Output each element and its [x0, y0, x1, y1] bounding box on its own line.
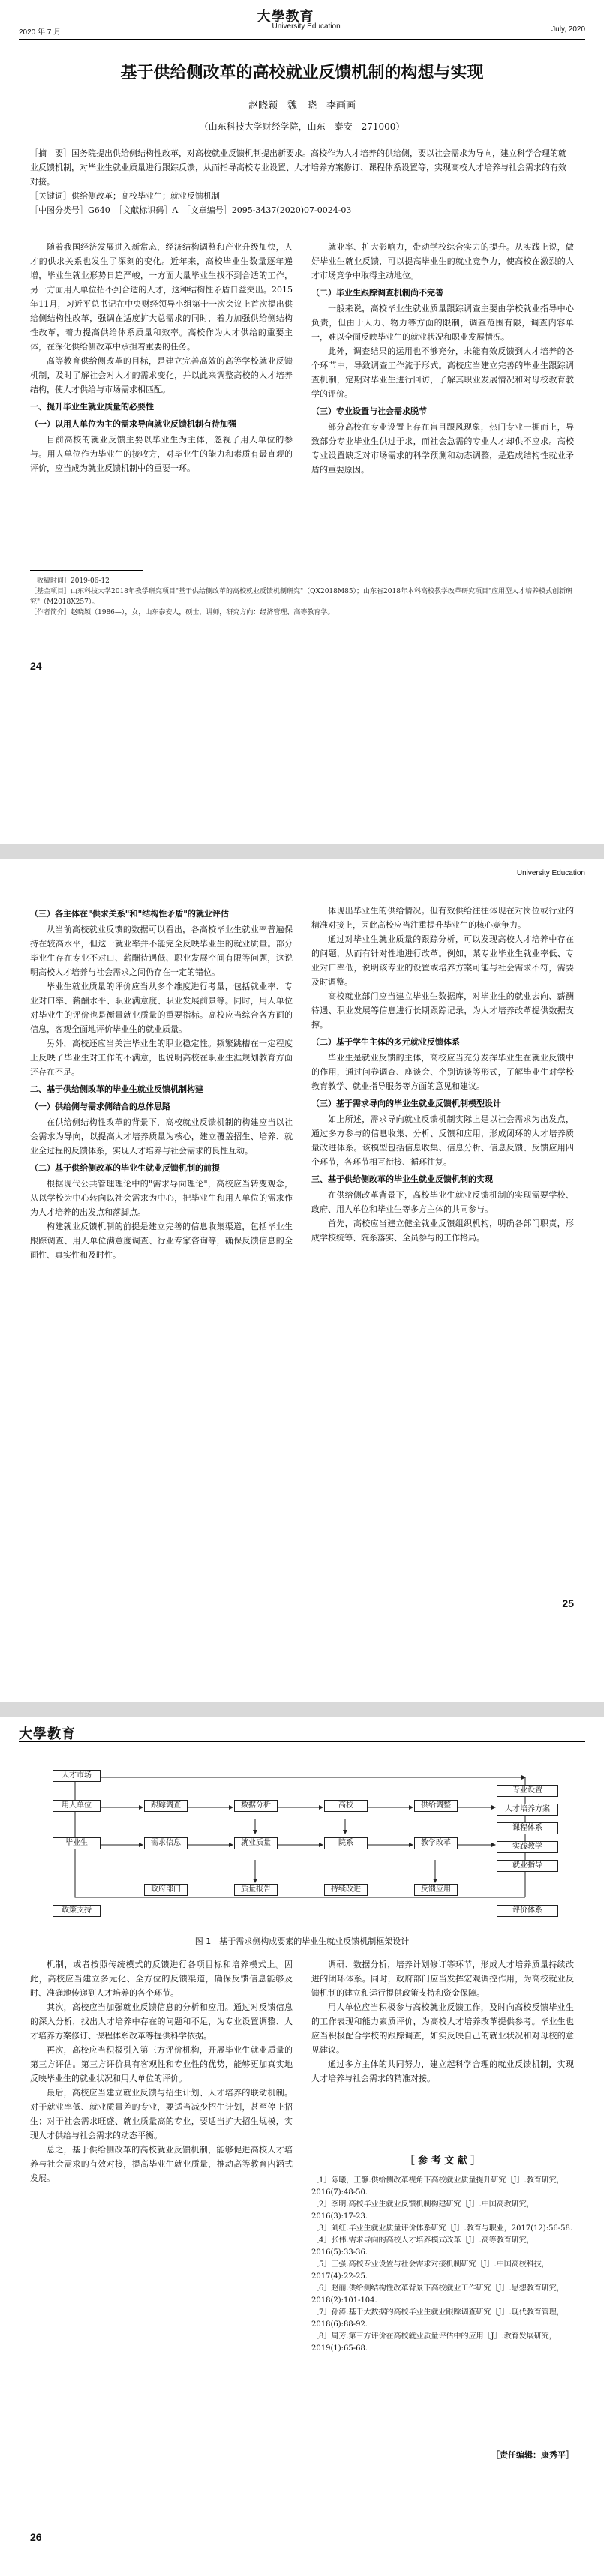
node-major: 专业设置 — [497, 1785, 558, 1797]
section-heading: 一、提升毕业生就业质量的必要性 — [30, 402, 154, 412]
page-number: 25 — [562, 1597, 574, 1609]
node-demand: 需求信息 — [144, 1837, 188, 1849]
header-rule — [19, 1741, 585, 1742]
page2-left-column — [30, 904, 293, 1579]
reference-item: ［3］刘红.毕业生就业质量评价体系研究［J］.教育与职业，2017(12):56-58. — [311, 2224, 573, 2233]
node-practice: 实践教学 — [497, 1841, 558, 1853]
paragraph: 首先，高校应当建立健全就业反馈组织机构，明确各部门职责，形成学校统筹、院系落实、全员参与的工作格局。 — [311, 1219, 574, 1243]
footnote-line: ［作者简介］赵晓颖（1986—），女，山东泰安人，硕士，讲师，研究方向：经济管理、高等教育学。 — [30, 609, 335, 616]
page2-right-column — [311, 904, 574, 1579]
node-gov: 政府部门 — [144, 1884, 188, 1896]
node-improve: 持续改进 — [324, 1884, 368, 1896]
editor-credit: ［责任编辑：康秀平］ — [491, 2450, 574, 2460]
footnote-line: ［基金项目］山东科技大学2018年教学研究项目"基于供给侧改革的高校就业反馈机制研究"（QX2018M85）；山东省2018年本科高校教学改革研究项目"应用型人才培养模式创新研究"（M2018X257）。 — [30, 588, 573, 606]
node-training: 人才培养方案 — [497, 1804, 558, 1816]
header-rule — [19, 39, 585, 40]
paragraph: 此外，调查结果的运用也不够充分，未能有效反馈到人才培养的各个环节中，导致调查工作流于形式。高校应当建立完善的毕业生跟踪调查机制，定期对毕业生进行回访，了解其职业发展情况和对母校教育教学的评价。 — [311, 346, 574, 399]
node-supply: 供给调整 — [414, 1800, 458, 1812]
node-eval: 评价体系 — [497, 1905, 558, 1917]
page-26 — [0, 1717, 604, 2576]
section-heading: （二）毕业生跟踪调查机制尚不完善 — [311, 288, 443, 298]
paragraph: 机制，或者按照传统模式的反馈进行各项目标和培养模式上。因此，高校应当建立多元化、全方位的反馈渠道，确保反馈信息能够及时、准确地传递到人才培养的各个环节。 — [30, 1960, 293, 1998]
footnote-line: ［收稿时间］2019-06-12 — [30, 577, 110, 585]
paragraph: 其次，高校应当加强就业反馈信息的分析和应用。通过对反馈信息的深入分析，找出人才培养中存在的问题和不足，为专业设置调整、人才培养方案修订、课程体系改革等提供科学依据。 — [30, 2002, 293, 2041]
section-heading: 三、基于供给侧改革的毕业生就业反馈机制的实现 — [311, 1174, 493, 1184]
paragraph: 通过多方主体的共同努力，建立起科学合理的就业反馈机制，实现人才培养与社会需求的精准对接。 — [311, 2059, 574, 2083]
node-teaching: 教学改革 — [414, 1837, 458, 1849]
section-heading: （三）各主体在"供求关系"和"结构性矛盾"的就业评估 — [30, 909, 229, 919]
paragraph: 在供给侧结构性改革的背景下，高校就业反馈机制的构建应当以社会需求为导向，以提高人才培养质量为核心，建立覆盖招生、培养、就业全过程的反馈体系，实现人才培养与社会需求的良性互动。 — [30, 1117, 293, 1156]
section-heading: （三）专业设置与社会需求脱节 — [311, 406, 427, 416]
node-report: 质量报告 — [234, 1884, 278, 1896]
paragraph: 目前高校的就业反馈主要以毕业生为主体，忽视了用人单位的参与。用人单位作为毕业生的接收方，对毕业生的能力和素质有最直观的评价，应当成为就业反馈机制中的重要一环。 — [30, 435, 293, 473]
footnote-rule — [30, 570, 143, 571]
paragraph: 另外，高校还应当关注毕业生的职业稳定性。频繁跳槽在一定程度上反映了毕业生对工作的不满意，也说明高校在职业生涯规划教育方面还存在不足。 — [30, 1039, 293, 1077]
section-heading: （一）供给侧与需求侧结合的总体思路 — [30, 1102, 170, 1111]
references-list — [311, 2175, 574, 2355]
node-survey: 跟踪调查 — [144, 1800, 188, 1812]
page-25 — [0, 859, 604, 1702]
page-header — [19, 869, 585, 884]
node-data: 数据分析 — [234, 1800, 278, 1812]
page3-left-column — [30, 1957, 293, 2512]
section-heading: 二、基于供给侧改革的毕业生就业反馈机制构建 — [30, 1084, 203, 1094]
page-24 — [0, 0, 604, 844]
classification: ［中图分类号］G640 ［文献标识码］A ［文章编号］2095-3437(2020)07-0024-03 — [30, 205, 352, 215]
issue-cn: 2020 年 7 月 — [19, 28, 62, 37]
page3-right-column — [311, 1957, 574, 2145]
paragraph: 就业率、扩大影响力，带动学校综合实力的提升。从实践上说，做好毕业生就业反馈，可以提高毕业生的就业竞争力，使高校在激烈的人才市场竞争中取得主动地位。 — [311, 242, 574, 280]
node-employers: 用人单位 — [53, 1800, 101, 1812]
figure-caption: 图 1 基于需求侧构成要素的毕业生就业反馈机制框架设计 — [194, 1936, 410, 1946]
figure-diagram — [15, 1755, 589, 1927]
section-heading: （二）基于供给侧改革的毕业生就业反馈机制的前提 — [30, 1163, 220, 1173]
node-guide: 就业指导 — [497, 1860, 558, 1872]
reference-item: ［1］陈曦，王静.供给侧改革视角下高校就业质量提升研究［J］.教育研究，2016(7):48-50. — [311, 2176, 564, 2197]
reference-item: ［7］孙涛.基于大数据的高校毕业生就业跟踪调查研究［J］.现代教育管理，2018(6):88-92. — [311, 2308, 564, 2329]
node-course: 课程体系 — [497, 1822, 558, 1834]
reference-item: ［4］张伟.需求导向的高校人才培养模式改革［J］.高等教育研究，2016(5):33-36. — [311, 2236, 534, 2257]
paragraph: 毕业生就业质量的评价应当从多个维度进行考量，包括就业率、专业对口率、薪酬水平、职业满意度、职业发展前景等。同时，用人单位对毕业生的评价也是衡量就业质量的重要指标。高校应当综合各方面的信息，客观全面地评价毕业生的就业质量。 — [30, 982, 293, 1034]
paragraph: 在供给侧改革背景下，高校毕业生就业反馈机制的实现需要学校、政府、用人单位和毕业生等多方主体的共同参与。 — [311, 1190, 574, 1214]
journal-logo: 大學教育 — [19, 1726, 76, 1742]
paragraph: 再次，高校应当积极引入第三方评价机构，开展毕业生就业质量的第三方评估。第三方评价具有客观性和专业性的优势，能够更加真实地反映毕业生的就业状况和用人单位的评价。 — [30, 2045, 293, 2083]
paragraph: 根据现代公共管理理论中的"需求导向理论"，高校应当转变观念，从以学校为中心转向以社会需求为中心，把毕业生和用人单位的需求作为人才培养的出发点和落脚点。 — [30, 1179, 293, 1217]
page-number: 26 — [30, 2531, 42, 2543]
paragraph: 用人单位应当积极参与高校就业反馈工作，及时向高校反馈毕业生的工作表现和能力素质评价，为高校人才培养改革提供参考。毕业生也应当积极配合学校的跟踪调查，如实反映自己的就业状况和对母校的意见建议。 — [311, 2002, 574, 2055]
paragraph: 一般来说，高校毕业生就业质量跟踪调查主要由学校就业指导中心负责，但由于人力、物力等方面的限制，调查范围有限，调查内容单一，难以全面反映毕业生的就业状况和职业发展情况。 — [311, 304, 574, 342]
page-header — [19, 1723, 585, 1746]
paragraph: 构建就业反馈机制的前提是建立完善的信息收集渠道，包括毕业生跟踪调查、用人单位满意度调查、行业专家咨询等，确保反馈信息的全面性、真实性和及时性。 — [30, 1222, 293, 1260]
section-heading: （一）以用人单位为主的需求导向就业反馈机制有待加强 — [30, 419, 236, 429]
article-authors: 赵晓颖 魏 晓 李画画 — [248, 100, 356, 112]
node-feedback: 反馈应用 — [414, 1884, 458, 1896]
page-number: 24 — [30, 660, 42, 672]
paragraph: 毕业生是就业反馈的主体，高校应当充分发挥毕业生在就业反馈中的作用，通过问卷调查、座谈会、个别访谈等形式，了解毕业生对学校教育教学、就业指导服务等方面的意见和建议。 — [311, 1053, 574, 1091]
paragraph: 总之，基于供给侧改革的高校就业反馈机制，能够促进高校人才培养与社会需求的有效对接，提高毕业生就业质量，推动高等教育内涵式发展。 — [30, 2145, 293, 2183]
paragraph: 从当前高校就业反馈的数据可以看出，各高校毕业生就业率普遍保持在较高水平，但这一就业率并不能完全反映毕业生的就业质量。部分毕业生存在专业不对口、薪酬待遇低、职业发展空间有限等问题，这说明高校人才培养与社会需求之间仍存在一定的错位。 — [30, 925, 293, 977]
footnote-block — [30, 576, 574, 618]
paragraph: 调研、数据分析，培养计划修订等环节，形成人才培养质量持续改进的闭环体系。同时，政府部门应当发挥宏观调控作用，为高校就业反馈机制的建立和运行提供政策支持和资金保障。 — [311, 1960, 574, 1998]
page1-right-column — [311, 240, 574, 555]
journal-name-en: University Education — [516, 869, 585, 877]
paragraph: 高等教育供给侧改革的目标，是建立完善高效的高等学校就业反馈机制，及时了解社会对人才的需求变化，并以此来调整高校的人才培养结构，使人才供给与市场需求相匹配。 — [30, 356, 293, 394]
article-title: 基于供给侧改革的高校就业反馈机制的构想与实现 — [120, 64, 484, 82]
paragraph: 最后，高校应当建立就业反馈与招生计划、人才培养的联动机制。对于就业率低、就业质量差的专业，要适当减少招生计划，甚至停止招生；对于社会需求旺盛、就业质量高的专业，要适当扩大招生规模，实现人才供给与社会需求的动态平衡。 — [30, 2088, 293, 2140]
reference-item: ［2］李明.高校毕业生就业反馈机制构建研究［J］.中国高教研究，2016(3):17-23. — [311, 2200, 534, 2221]
abstract-text: ［摘 要］国务院提出供给侧结构性改革，对高校就业反馈机制提出新要求。高校作为人才培养的供给侧，要以社会需求为导向，建立科学合理的就业反馈机制，对毕业生就业质量进行跟踪反馈，从而指导高校专业设置、人才培养方案修订、课程体系设置等，实现高校人才培养与社会需求的有效对接。 — [30, 148, 566, 187]
node-students: 毕业生 — [53, 1837, 101, 1849]
node-market: 人才市场 — [53, 1770, 101, 1782]
section-heading: （二）基于学生主体的多元就业反馈体系 — [311, 1037, 460, 1047]
keywords: ［关键词］供给侧改革；高校毕业生；就业反馈机制 — [30, 191, 220, 201]
reference-item: ［8］周芳.第三方评价在高校就业质量评估中的应用［J］.教育发展研究，2019(1):65-68. — [311, 2332, 557, 2353]
page1-left-column — [30, 240, 293, 555]
node-dept: 院系 — [324, 1837, 368, 1849]
paragraph: 随着我国经济发展进入新常态，经济结构调整和产业升级加快，人才的供求关系也发生了深刻的变化。近年来，高校毕业生数量逐年递增，毕业生就业形势日趋严峻，一方面大量毕业生找不到合适的工作，另一方面用人单位招不到合适的人才，这种结构性矛盾日益突出。2015年11月，习近平总书记在中央财经领导小组第十一次会议上首次提出供给侧结构性改革，强调在适度扩大总需求的同时，着力加强供给侧结构性改革，着力提高供给体系质量和效率。高校作为人才供给的重要主体，在深化供给侧改革中承担着重要的任务。 — [30, 242, 293, 352]
page-header — [19, 6, 585, 36]
paragraph: 通过对毕业生就业质量的跟踪分析，可以发现高校人才培养中存在的问题，从而有针对性地进行改革。例如，某专业毕业生就业率低、专业对口率低，说明该专业的设置或培养方案可能与社会需求不符，需要及时调整。 — [311, 934, 574, 987]
node-policy: 政策支持 — [53, 1905, 101, 1917]
section-heading: （三）基于需求导向的毕业生就业反馈机制模型设计 — [311, 1099, 501, 1108]
paragraph: 体现出毕业生的供给情况。但有效供给往往体现在对岗位或行业的精准对接上，因此高校应当注重提升毕业生的核心竞争力。 — [311, 906, 574, 930]
abstract-block — [30, 146, 574, 217]
reference-item: ［6］赵丽.供给侧结构性改革背景下高校就业工作研究［J］.思想教育研究，2018(2):101-104. — [311, 2284, 564, 2305]
node-quality: 就业质量 — [234, 1837, 278, 1849]
references-heading: ［ 参 考 文 献 ］ — [404, 2155, 481, 2167]
node-school: 高校 — [324, 1800, 368, 1812]
article-affiliation: （山东科技大学财经学院，山东 泰安 271000） — [199, 121, 405, 132]
journal-logo: 大學教育 — [257, 9, 314, 25]
paragraph: 高校就业部门应当建立毕业生数据库，对毕业生的就业去向、薪酬待遇、职业发展等信息进行长期跟踪记录，为人才培养改革提供数据支撑。 — [311, 991, 574, 1030]
issue-en: July, 2020 — [551, 25, 585, 34]
paragraph: 部分高校在专业设置上存在盲目跟风现象，热门专业一拥而上，导致部分专业毕业生供过于求，而社会急需的专业人才却供不应求。高校专业设置缺乏对市场需求的科学预测和动态调整，是造成结构性就业矛盾的重要原因。 — [311, 422, 574, 475]
journal-name-en: University Education — [272, 22, 341, 31]
reference-item: ［5］王强.高校专业设置与社会需求对接机制研究［J］.中国高校科技，2017(4):22-25. — [311, 2260, 549, 2281]
paragraph: 如上所述，需求导向就业反馈机制实际上是以社会需求为出发点，通过多方参与的信息收集、分析、反馈和应用，形成闭环的人才培养质量改进体系。该模型包括信息收集、信息分析、信息反馈、反馈应用四个环节，各环节相互衔接、循环往复。 — [311, 1114, 574, 1167]
